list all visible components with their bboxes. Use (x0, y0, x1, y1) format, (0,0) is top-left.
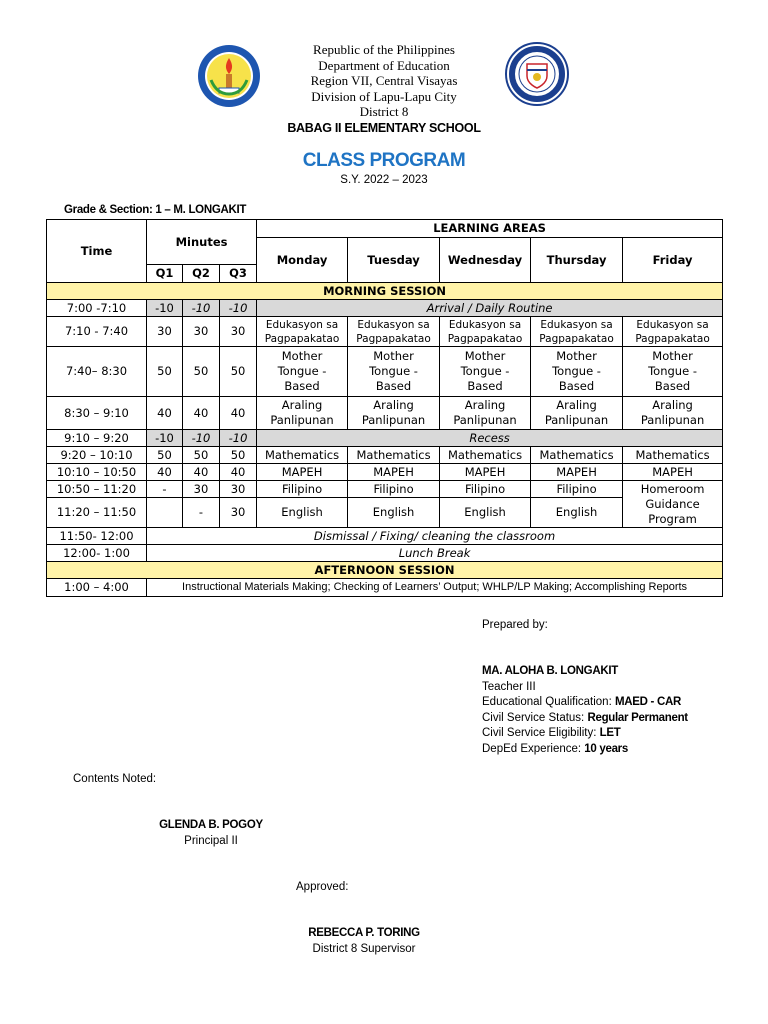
minutes-cell: 50 (147, 347, 183, 397)
noted-label: Contents Noted: (73, 773, 157, 785)
time-cell: 1:00 – 4:00 (47, 579, 147, 597)
minutes-cell (147, 498, 183, 528)
subject-cell-friday-merged: Homeroom Guidance Program (623, 481, 723, 528)
subject-cell: Mother Tongue - Based (257, 347, 348, 397)
subject-cell: Araling Panlipunan (623, 397, 723, 430)
minutes-cell: 30 (183, 481, 220, 498)
subject-cell: English (531, 498, 623, 528)
subject-cell: MAPEH (257, 464, 348, 481)
time-cell: 10:50 – 11:20 (47, 481, 147, 498)
day-header: Friday (623, 238, 723, 283)
minutes-cell: 50 (220, 347, 257, 397)
subject-cell: Mathematics (348, 447, 440, 464)
afternoon-session-label: AFTERNOON SESSION (47, 562, 723, 579)
day-header: Monday (257, 238, 348, 283)
time-cell: 11:20 – 11:50 (47, 498, 147, 528)
quarter-header: Q2 (183, 265, 220, 283)
minutes-cell: 40 (147, 464, 183, 481)
principal-position: Principal II (184, 834, 238, 847)
minutes-cell: 40 (220, 397, 257, 430)
subject-cell: Edukasyon sa Pagpapakatao (531, 317, 623, 347)
subject-cell: Filipino (348, 481, 440, 498)
time-cell: 9:20 – 10:10 (47, 447, 147, 464)
day-header: Thursday (531, 238, 623, 283)
subject-cell: Araling Panlipunan (348, 397, 440, 430)
time-cell: 11:50- 12:00 (47, 528, 147, 545)
subject-cell: Mathematics (623, 447, 723, 464)
letterhead (234, 42, 534, 120)
time-cell: 9:10 – 9:20 (47, 430, 147, 447)
day-header: Tuesday (348, 238, 440, 283)
letterhead-line: Department of Education (318, 57, 450, 73)
subject-cell: Filipino (257, 481, 348, 498)
minutes-cell: -10 (183, 300, 220, 317)
time-cell: 7:40– 8:30 (47, 347, 147, 397)
letterhead-line: Division of Lapu-Lapu City (311, 88, 457, 104)
experience-value: 10 years (584, 742, 628, 755)
school-name: BABAG II ELEMENTARY SCHOOL (287, 121, 481, 135)
minutes-cell: 50 (183, 347, 220, 397)
supervisor-position: District 8 Supervisor (312, 942, 416, 955)
day-header: Wednesday (440, 238, 531, 283)
subject-cell: Mother Tongue - Based (440, 347, 531, 397)
subject-cell: Mother Tongue - Based (623, 347, 723, 397)
prepared-block (482, 664, 688, 757)
minutes-cell: -10 (220, 430, 257, 447)
minutes-cell: 40 (183, 397, 220, 430)
minutes-cell: 30 (183, 317, 220, 347)
subject-cell: Filipino (531, 481, 623, 498)
status-label: Civil Service Status: (482, 711, 585, 724)
minutes-cell: 40 (147, 397, 183, 430)
subject-cell: Mother Tongue - Based (348, 347, 440, 397)
minutes-cell: 50 (147, 447, 183, 464)
minutes-cell: 30 (220, 317, 257, 347)
preparer-position: Teacher III (482, 680, 536, 693)
prepared-by-label: Prepared by: (482, 619, 548, 631)
subject-cell: Araling Panlipunan (531, 397, 623, 430)
minutes-cell: - (147, 481, 183, 498)
activity-span-cell: Instructional Materials Making; Checking of Learners’ Output; WHLP/LP Making; Accomplishing Reports (147, 579, 723, 597)
experience-label: DepEd Experience: (482, 742, 582, 755)
subject-cell: Araling Panlipunan (440, 397, 531, 430)
time-cell: 10:10 – 10:50 (47, 464, 147, 481)
school-year: S.Y. 2022 – 2023 (340, 174, 428, 186)
time-cell: 12:00- 1:00 (47, 545, 147, 562)
morning-session-label: MORNING SESSION (47, 283, 723, 300)
letterhead-line: Republic of the Philippines (313, 42, 455, 57)
quarter-header: Q3 (220, 265, 257, 283)
class-program-table (46, 219, 723, 597)
subject-cell: Araling Panlipunan (257, 397, 348, 430)
grade-section: Grade & Section: 1 – M. LONGAKIT (64, 204, 247, 216)
subject-cell: Mathematics (440, 447, 531, 464)
subject-cell: Filipino (440, 481, 531, 498)
time-header: Time (47, 220, 147, 283)
subject-cell: Edukasyon sa Pagpapakatao (348, 317, 440, 347)
qualification-label: Educational Qualification: (482, 696, 612, 708)
minutes-cell: -10 (183, 430, 220, 447)
activity-span-cell: Lunch Break (147, 545, 723, 562)
approved-label: Approved: (296, 881, 349, 893)
time-cell: 8:30 – 9:10 (47, 397, 147, 430)
supervisor-name: REBECCA P. TORING (308, 927, 420, 939)
subject-cell: English (257, 498, 348, 528)
subject-cell: MAPEH (440, 464, 531, 481)
qualification-value: MAED - CAR (614, 696, 681, 708)
letterhead-line: Region VII, Central Visayas (310, 73, 458, 88)
minutes-cell: - (183, 498, 220, 528)
eligibility-value: LET (599, 727, 621, 739)
subject-cell: MAPEH (623, 464, 723, 481)
minutes-cell: 40 (183, 464, 220, 481)
activity-span-cell: Arrival / Daily Routine (257, 300, 723, 317)
noted-block (111, 818, 311, 849)
subject-cell: Edukasyon sa Pagpapakatao (623, 317, 723, 347)
minutes-cell: 30 (220, 481, 257, 498)
minutes-header: Minutes (147, 220, 257, 265)
subject-cell: Edukasyon sa Pagpapakatao (257, 317, 348, 347)
status-value: Regular Permanent (587, 711, 688, 724)
minutes-cell: 50 (183, 447, 220, 464)
activity-span-cell: Recess (257, 430, 723, 447)
minutes-cell: -10 (220, 300, 257, 317)
subject-cell: Mother Tongue - Based (531, 347, 623, 397)
minutes-cell: 40 (220, 464, 257, 481)
subject-cell: Edukasyon sa Pagpapakatao (440, 317, 531, 347)
document-title: CLASS PROGRAM (302, 150, 466, 171)
subject-cell: Mathematics (257, 447, 348, 464)
minutes-cell: -10 (147, 430, 183, 447)
subject-cell: MAPEH (531, 464, 623, 481)
activity-span-cell: Dismissal / Fixing/ cleaning the classroom (147, 528, 723, 545)
minutes-cell: 30 (147, 317, 183, 347)
learning-areas-header: LEARNING AREAS (257, 220, 723, 238)
subject-cell: English (348, 498, 440, 528)
eligibility-label: Civil Service Eligibility: (482, 727, 597, 739)
letterhead-line: District 8 (359, 104, 409, 119)
preparer-name: MA. ALOHA B. LONGAKIT (482, 665, 618, 677)
subject-cell: English (440, 498, 531, 528)
minutes-cell: 30 (220, 498, 257, 528)
subject-cell: MAPEH (348, 464, 440, 481)
approved-block (264, 926, 464, 957)
quarter-header: Q1 (147, 265, 183, 283)
subject-cell: Mathematics (531, 447, 623, 464)
time-cell: 7:00 -7:10 (47, 300, 147, 317)
principal-name: GLENDA B. POGOY (159, 819, 263, 831)
minutes-cell: 50 (220, 447, 257, 464)
time-cell: 7:10 - 7:40 (47, 317, 147, 347)
minutes-cell: -10 (147, 300, 183, 317)
